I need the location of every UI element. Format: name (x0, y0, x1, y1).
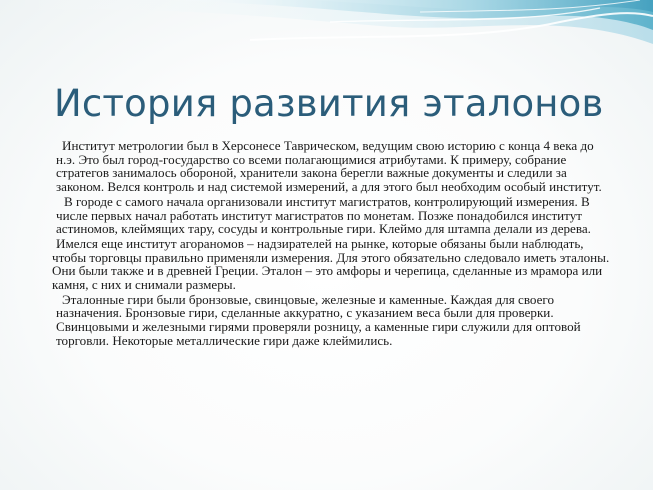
paragraph: Имелся еще институт агораномов – надзирателей на рынке, которые обязаны были наблюдать, чтобы торговцы правильно применяли измерения. Для этого обязательно следовало иметь эталоны. Они были также и в древней Греции. Эталон – это амфоры и черепица, сделанные из мрамора или камня, с них и снимали размеры. (52, 235, 610, 293)
paragraph: Эталонные гири были бронзовые, свинцовые, железные и каменные. Каждая для своего назначения. Бронзовые гири, сделанные аккуратно, с указанием веса были для проверки. Свинцовыми и железными гирями проверяли розницу, а каменные гири служили для оптовой торговли. Некоторые металлические гири даже клеймились. (56, 291, 581, 348)
paragraph: В городе с самого начала организовали институт магистратов, контролирующий измерения. В числе первых начал работать институт магистратов по монетам. Позже понадобился институт астиномов, клеймящих тару, сосуды и контрольные гири. Клеймо для штампа делали из дерева. (56, 193, 591, 237)
slide-title: История развития эталонов (54, 82, 604, 125)
wave-decoration (0, 0, 653, 80)
slide-body (52, 138, 616, 349)
paragraph: Институт метрологии был в Херсонесе Таврическом, ведущим свою историю с конца 4 века до н.э. Это был город-государство со всеми полагающимися атрибутами. К примеру, собрание стратегов занималось обороной, хранители закона берегли важные документы и следили за законом. Велся контроль и над системой измерений, а для этого был необходим особый институт. (56, 138, 602, 195)
